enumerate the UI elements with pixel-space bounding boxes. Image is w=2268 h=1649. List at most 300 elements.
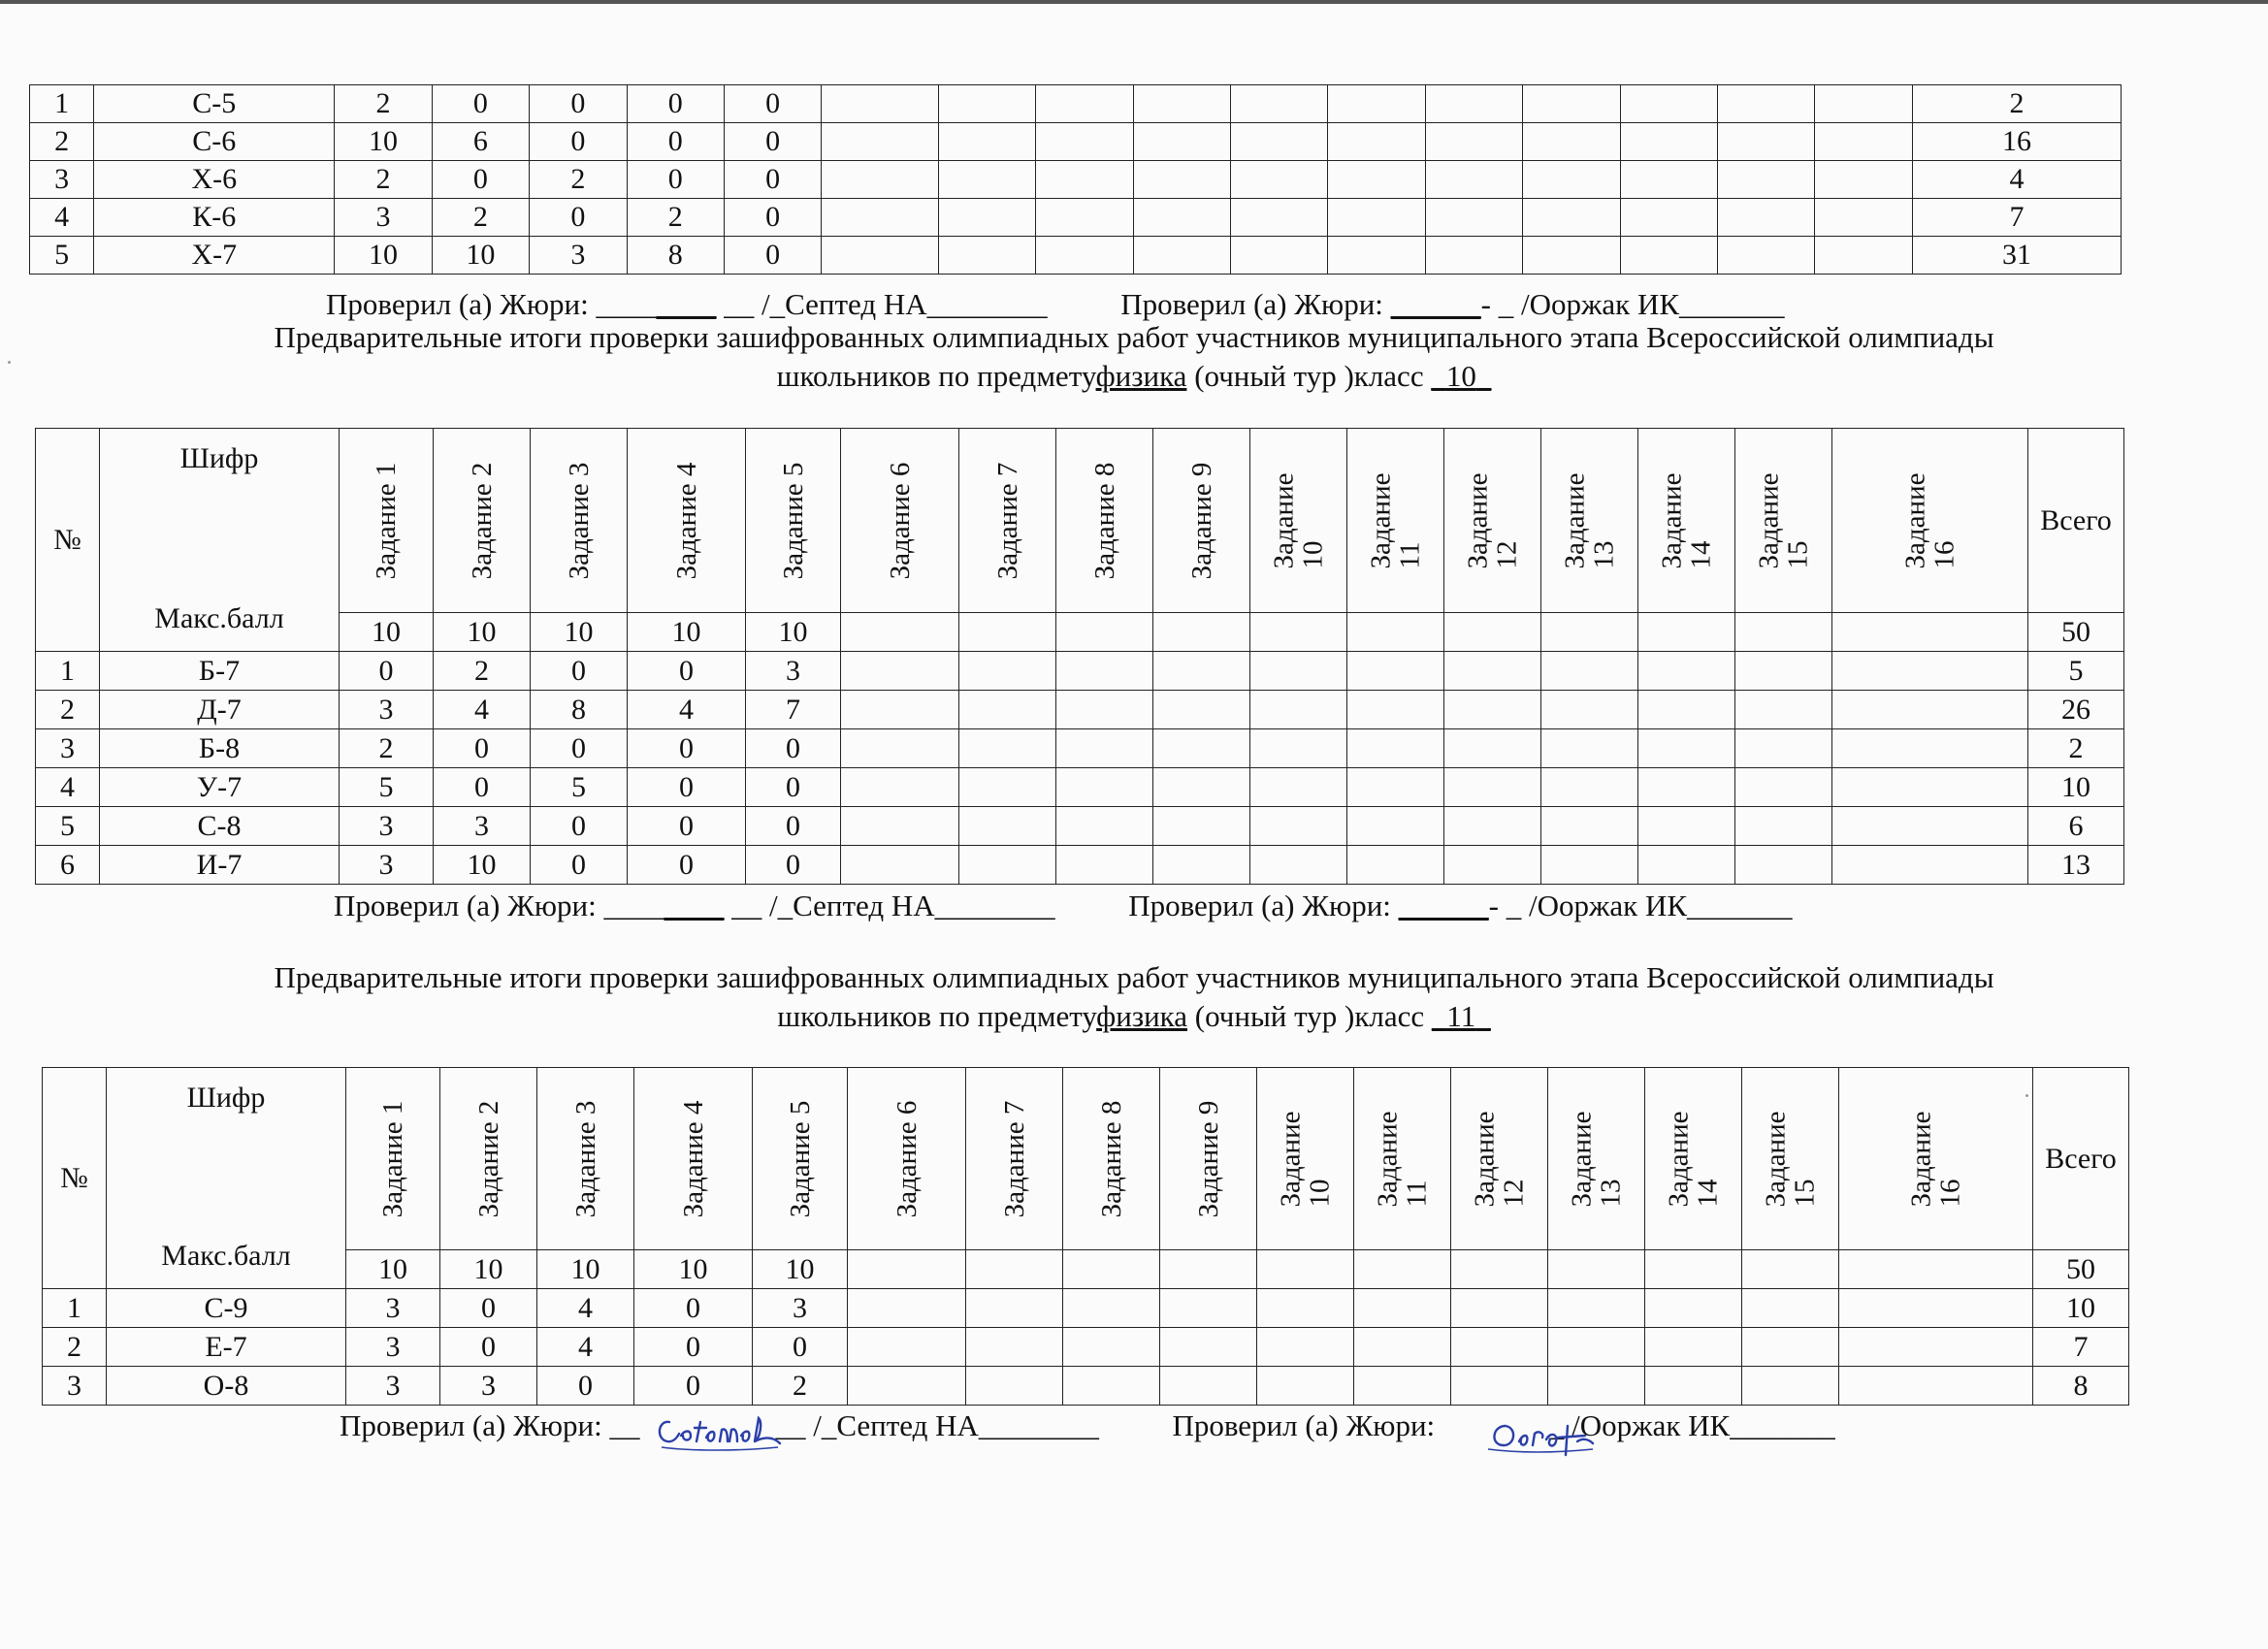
- column-header-cipher: [100, 429, 340, 652]
- total-cell: 7: [2033, 1328, 2129, 1367]
- score-cell: 3: [746, 652, 841, 691]
- score-cell: 0: [440, 1289, 537, 1328]
- score-cell: [1354, 1328, 1451, 1367]
- score-cell: [1036, 161, 1133, 199]
- task-header-3: [531, 429, 628, 613]
- score-cell: 0: [628, 846, 746, 885]
- max-score-cell: 10: [531, 613, 628, 652]
- score-cell: 0: [440, 1328, 537, 1367]
- table-row: [36, 652, 2124, 691]
- score-cell: [1548, 1289, 1645, 1328]
- score-cell: [1815, 199, 1912, 237]
- score-cell: [1444, 652, 1541, 691]
- score-cell: [1735, 652, 1832, 691]
- score-cell: [822, 123, 939, 161]
- score-cell: [1645, 1367, 1742, 1406]
- score-cell: [959, 846, 1056, 885]
- score-cell: [1718, 85, 1815, 123]
- jury1-name: /_Септед НА________: [813, 1408, 1099, 1442]
- score-cell: [1153, 652, 1250, 691]
- max-score-label: Макс.балл: [161, 1240, 291, 1272]
- column-header-number: №: [43, 1068, 107, 1289]
- score-cell: [1451, 1328, 1548, 1367]
- score-cell: [1250, 729, 1347, 768]
- table-row: [36, 846, 2124, 885]
- score-cell: 0: [724, 237, 821, 275]
- task-label: Задание 16: [1905, 1111, 1966, 1207]
- score-cell: [1444, 846, 1541, 885]
- row-number: 6: [36, 846, 100, 885]
- score-cell: [1160, 1367, 1257, 1406]
- score-cell: 3: [346, 1328, 440, 1367]
- cipher-cell: Х-6: [94, 161, 335, 199]
- score-cell: [1133, 123, 1230, 161]
- cipher-cell: У-7: [100, 768, 340, 807]
- score-cell: 3: [753, 1289, 848, 1328]
- task-label: Задание 5: [777, 462, 809, 579]
- max-score-cell: [1056, 613, 1153, 652]
- score-cell: 0: [628, 768, 746, 807]
- max-score-label: Макс.балл: [154, 602, 284, 634]
- score-cell: 8: [531, 691, 628, 729]
- column-header-cipher: [107, 1068, 346, 1289]
- task-header-10: [1250, 429, 1347, 613]
- max-score-cell: [1735, 613, 1832, 652]
- task-header-1: [346, 1068, 440, 1250]
- jury2-name: /Ооржак ИК_______: [1528, 889, 1793, 922]
- score-cell: [1735, 846, 1832, 885]
- task-label: Задание 15: [1760, 1111, 1821, 1207]
- score-cell: [938, 85, 1035, 123]
- score-cell: 3: [346, 1289, 440, 1328]
- score-cell: 3: [340, 691, 434, 729]
- task-header-8: [1063, 1068, 1160, 1250]
- column-header-total: Всего: [2028, 429, 2124, 613]
- jury1-name: /_Септед НА________: [761, 287, 1048, 321]
- section-10-caption-line2: [0, 359, 2268, 394]
- table-row: [36, 729, 2124, 768]
- caption-prefix: школьников по предмету: [776, 359, 1096, 393]
- score-cell: [1328, 199, 1425, 237]
- score-cell: [1425, 85, 1522, 123]
- score-cell: [1347, 729, 1444, 768]
- score-cell: 0: [627, 161, 724, 199]
- score-cell: 0: [434, 768, 531, 807]
- score-cell: 0: [530, 199, 627, 237]
- task-label: Задание 1: [370, 462, 402, 579]
- score-cell: [1153, 807, 1250, 846]
- score-cell: [1347, 807, 1444, 846]
- max-score-cell: 10: [434, 613, 531, 652]
- score-cell: [1444, 691, 1541, 729]
- score-cell: [1541, 729, 1638, 768]
- score-cell: [822, 237, 939, 275]
- row-number: 3: [30, 161, 94, 199]
- score-cell: [959, 691, 1056, 729]
- task-header-2: [440, 1068, 537, 1250]
- task-label: Задание 12: [1462, 472, 1523, 568]
- task-header-12: [1444, 429, 1541, 613]
- score-cell: [966, 1289, 1063, 1328]
- row-number: 2: [43, 1328, 107, 1367]
- row-number: 3: [36, 729, 100, 768]
- score-cell: 0: [432, 161, 529, 199]
- score-cell: [1523, 123, 1620, 161]
- score-cell: 0: [627, 123, 724, 161]
- score-cell: [1523, 199, 1620, 237]
- score-cell: [1063, 1367, 1160, 1406]
- score-cell: 3: [340, 807, 434, 846]
- score-cell: 0: [432, 85, 529, 123]
- score-cell: [1133, 237, 1230, 275]
- score-cell: [1645, 1289, 1742, 1328]
- score-cell: 0: [340, 652, 434, 691]
- score-cell: [841, 652, 959, 691]
- jury1-name: /_Септед НА________: [768, 889, 1055, 922]
- score-cell: [1250, 768, 1347, 807]
- score-cell: 0: [537, 1367, 634, 1406]
- total-cell: 31: [1912, 237, 2121, 275]
- checked-by-line-top: Проверил (а) Жюри: ________ __ /_Септед НА________ Проверил (а) Жюри: ______- _ /Ооржак ИК_______: [326, 287, 1785, 321]
- task-header-8: [1056, 429, 1153, 613]
- score-cell: 4: [537, 1328, 634, 1367]
- table-row: [30, 123, 2122, 161]
- task-header-3: [537, 1068, 634, 1250]
- score-cell: 3: [335, 199, 432, 237]
- table-row: [36, 807, 2124, 846]
- score-cell: 0: [627, 85, 724, 123]
- score-cell: [1718, 123, 1815, 161]
- task-header-7: [959, 429, 1056, 613]
- max-score-cell: 10: [634, 1250, 753, 1289]
- score-cell: [841, 768, 959, 807]
- checked-label: Проверил (а) Жюри:: [340, 1408, 602, 1442]
- score-cell: [1832, 729, 2028, 768]
- task-header-7: [966, 1068, 1063, 1250]
- total-cell: 26: [2028, 691, 2124, 729]
- max-score-cell: [1250, 613, 1347, 652]
- table-row: [30, 199, 2122, 237]
- task-header-15: [1742, 1068, 1839, 1250]
- score-cell: [1153, 729, 1250, 768]
- score-cell: [1056, 768, 1153, 807]
- score-cell: [1231, 85, 1328, 123]
- checked-label: Проверил (а) Жюри:: [326, 287, 589, 321]
- score-cell: [938, 161, 1035, 199]
- results-table-grade-10: [35, 428, 2124, 885]
- table-row: [30, 161, 2122, 199]
- jury2-name: /Ооржак ИК_______: [1520, 287, 1785, 321]
- cipher-label: Шифр: [186, 1082, 266, 1114]
- max-score-cell: [1354, 1250, 1451, 1289]
- score-cell: [1347, 691, 1444, 729]
- score-cell: [841, 846, 959, 885]
- score-cell: [1742, 1289, 1839, 1328]
- total-cell: 2: [1912, 85, 2121, 123]
- task-label: Задание 7: [991, 462, 1023, 579]
- score-cell: 0: [634, 1289, 753, 1328]
- total-cell: 16: [1912, 123, 2121, 161]
- score-cell: [1036, 237, 1133, 275]
- score-cell: [1718, 199, 1815, 237]
- score-cell: 0: [634, 1328, 753, 1367]
- row-number: 1: [43, 1289, 107, 1328]
- score-cell: 3: [530, 237, 627, 275]
- task-label: Задание 6: [891, 1100, 923, 1217]
- score-cell: [1541, 691, 1638, 729]
- score-cell: [1444, 768, 1541, 807]
- score-cell: 0: [530, 123, 627, 161]
- score-cell: [1832, 691, 2028, 729]
- cipher-cell: Е-7: [107, 1328, 346, 1367]
- score-cell: 7: [746, 691, 841, 729]
- score-cell: 2: [530, 161, 627, 199]
- cipher-label: Шифр: [179, 442, 259, 474]
- score-cell: [1735, 768, 1832, 807]
- score-cell: [1231, 199, 1328, 237]
- score-cell: [1523, 85, 1620, 123]
- scan-top-edge: [0, 0, 2268, 4]
- row-number: 1: [36, 652, 100, 691]
- max-score-cell: 10: [753, 1250, 848, 1289]
- score-cell: 8: [627, 237, 724, 275]
- score-cell: [1347, 652, 1444, 691]
- score-cell: [1735, 691, 1832, 729]
- score-cell: 3: [340, 846, 434, 885]
- score-cell: [1153, 846, 1250, 885]
- score-cell: [938, 123, 1035, 161]
- score-cell: [1620, 123, 1717, 161]
- results-table-grade-11: [42, 1067, 2129, 1406]
- score-cell: [1451, 1367, 1548, 1406]
- score-cell: [1742, 1328, 1839, 1367]
- score-cell: [1056, 652, 1153, 691]
- score-cell: 0: [746, 846, 841, 885]
- task-header-15: [1735, 429, 1832, 613]
- score-cell: [1815, 161, 1912, 199]
- score-cell: [1548, 1328, 1645, 1367]
- score-cell: [1638, 807, 1735, 846]
- score-cell: [1444, 729, 1541, 768]
- score-cell: [822, 85, 939, 123]
- task-header-16: [1832, 429, 2028, 613]
- task-header-13: [1541, 429, 1638, 613]
- task-header-11: [1347, 429, 1444, 613]
- max-score-cell: [1541, 613, 1638, 652]
- score-cell: [1620, 85, 1717, 123]
- task-header-5: [746, 429, 841, 613]
- score-cell: [1523, 237, 1620, 275]
- task-header-9: [1153, 429, 1250, 613]
- max-score-cell: 10: [340, 613, 434, 652]
- score-cell: 10: [434, 846, 531, 885]
- score-cell: 0: [530, 85, 627, 123]
- score-cell: [1354, 1367, 1451, 1406]
- score-cell: [1425, 237, 1522, 275]
- task-header-1: [340, 429, 434, 613]
- max-score-cell: [1153, 613, 1250, 652]
- score-cell: [1541, 652, 1638, 691]
- score-cell: [1832, 768, 2028, 807]
- score-cell: 10: [432, 237, 529, 275]
- task-label: Задание 9: [1192, 1100, 1224, 1217]
- score-cell: [1036, 85, 1133, 123]
- score-cell: 5: [531, 768, 628, 807]
- header-row: [36, 429, 2124, 613]
- score-cell: [959, 652, 1056, 691]
- cipher-cell: С-9: [107, 1289, 346, 1328]
- score-cell: 2: [335, 85, 432, 123]
- score-cell: 0: [746, 807, 841, 846]
- score-cell: 5: [340, 768, 434, 807]
- score-cell: 0: [628, 652, 746, 691]
- score-cell: [841, 729, 959, 768]
- score-cell: [1638, 768, 1735, 807]
- task-label: Задание 11: [1365, 472, 1426, 568]
- jury1-signature: [652, 1408, 788, 1457]
- table-row: [30, 85, 2122, 123]
- score-cell: [1425, 161, 1522, 199]
- score-cell: [938, 237, 1035, 275]
- cipher-cell: К-6: [94, 199, 335, 237]
- subject-value: физика: [1096, 999, 1188, 1033]
- max-score-cell: [1451, 1250, 1548, 1289]
- total-cell: 13: [2028, 846, 2124, 885]
- score-cell: 10: [335, 237, 432, 275]
- score-cell: [822, 199, 939, 237]
- checked-label: Проверил (а) Жюри:: [1172, 1408, 1436, 1442]
- score-cell: [1328, 85, 1425, 123]
- score-cell: 2: [434, 652, 531, 691]
- score-cell: [966, 1367, 1063, 1406]
- task-header-11: [1354, 1068, 1451, 1250]
- task-label: Задание 15: [1753, 472, 1814, 568]
- max-score-cell: 10: [746, 613, 841, 652]
- max-score-cell: [1063, 1250, 1160, 1289]
- cipher-cell: О-8: [107, 1367, 346, 1406]
- score-cell: [1133, 199, 1230, 237]
- score-cell: [1425, 199, 1522, 237]
- max-score-cell: [1160, 1250, 1257, 1289]
- task-label: Задание 10: [1268, 472, 1329, 568]
- task-label: Задание 10: [1275, 1111, 1336, 1207]
- score-cell: [1735, 807, 1832, 846]
- score-cell: [1718, 161, 1815, 199]
- score-cell: [959, 768, 1056, 807]
- task-label: Задание 9: [1185, 462, 1217, 579]
- score-cell: 0: [746, 729, 841, 768]
- max-score-cell: [959, 613, 1056, 652]
- max-score-cell: [1638, 613, 1735, 652]
- score-cell: 3: [440, 1367, 537, 1406]
- score-cell: [1444, 807, 1541, 846]
- cipher-cell: Б-7: [100, 652, 340, 691]
- task-label: Задание 3: [569, 1100, 601, 1217]
- score-cell: [1620, 237, 1717, 275]
- score-cell: 0: [724, 199, 821, 237]
- score-cell: [1354, 1289, 1451, 1328]
- task-label: Задание 2: [466, 462, 498, 579]
- score-cell: [848, 1367, 966, 1406]
- max-score-cell: [1257, 1250, 1354, 1289]
- caption-mid: (очный тур )класс: [1194, 359, 1424, 393]
- score-cell: [848, 1289, 966, 1328]
- cipher-cell: С-6: [94, 123, 335, 161]
- task-label: Задание 16: [1899, 472, 1960, 568]
- task-label: Задание 13: [1566, 1111, 1627, 1207]
- score-cell: [1133, 85, 1230, 123]
- task-header-14: [1638, 429, 1735, 613]
- checked-label: Проверил (а) Жюри:: [1128, 889, 1391, 922]
- score-cell: 0: [753, 1328, 848, 1367]
- score-cell: [959, 807, 1056, 846]
- score-cell: [1328, 237, 1425, 275]
- score-cell: 0: [531, 652, 628, 691]
- score-cell: [1541, 768, 1638, 807]
- max-score-cell: [1645, 1250, 1742, 1289]
- score-cell: 6: [432, 123, 529, 161]
- max-total-cell: 50: [2028, 613, 2124, 652]
- score-cell: [1839, 1328, 2033, 1367]
- score-cell: [1160, 1289, 1257, 1328]
- score-cell: [1231, 161, 1328, 199]
- score-cell: [1620, 199, 1717, 237]
- score-cell: [1153, 691, 1250, 729]
- column-header-number: №: [36, 429, 100, 652]
- task-label: Задание 4: [677, 1100, 709, 1217]
- max-score-cell: [966, 1250, 1063, 1289]
- score-cell: [848, 1328, 966, 1367]
- score-cell: [1839, 1289, 2033, 1328]
- score-cell: [1620, 161, 1717, 199]
- score-cell: 2: [627, 199, 724, 237]
- total-cell: 10: [2028, 768, 2124, 807]
- score-cell: 2: [335, 161, 432, 199]
- max-score-row: [36, 613, 2124, 652]
- row-number: 4: [30, 199, 94, 237]
- score-cell: 2: [432, 199, 529, 237]
- cipher-cell: С-5: [94, 85, 335, 123]
- task-header-14: [1645, 1068, 1742, 1250]
- task-label: Задание 14: [1656, 472, 1717, 568]
- score-cell: 0: [531, 729, 628, 768]
- score-cell: [1839, 1367, 2033, 1406]
- checked-label: Проверил (а) Жюри:: [1120, 287, 1383, 321]
- max-score-cell: 10: [346, 1250, 440, 1289]
- score-cell: [1056, 807, 1153, 846]
- score-cell: [1347, 846, 1444, 885]
- score-cell: 0: [628, 729, 746, 768]
- max-score-row: [43, 1250, 2129, 1289]
- cipher-cell: С-8: [100, 807, 340, 846]
- task-label: Задание 11: [1372, 1111, 1433, 1207]
- row-number: 2: [36, 691, 100, 729]
- task-label: Задание 1: [376, 1100, 408, 1217]
- score-cell: 4: [434, 691, 531, 729]
- max-score-cell: [1347, 613, 1444, 652]
- task-header-9: [1160, 1068, 1257, 1250]
- task-label: Задание 8: [1088, 462, 1120, 579]
- caption-mid: (очный тур )класс: [1194, 999, 1425, 1033]
- score-cell: 0: [628, 807, 746, 846]
- jury2-signature: [1484, 1412, 1601, 1461]
- task-header-6: [848, 1068, 966, 1250]
- score-cell: 0: [434, 729, 531, 768]
- column-header-total: Всего: [2033, 1068, 2129, 1250]
- total-cell: 8: [2033, 1367, 2129, 1406]
- task-header-6: [841, 429, 959, 613]
- score-cell: [1328, 123, 1425, 161]
